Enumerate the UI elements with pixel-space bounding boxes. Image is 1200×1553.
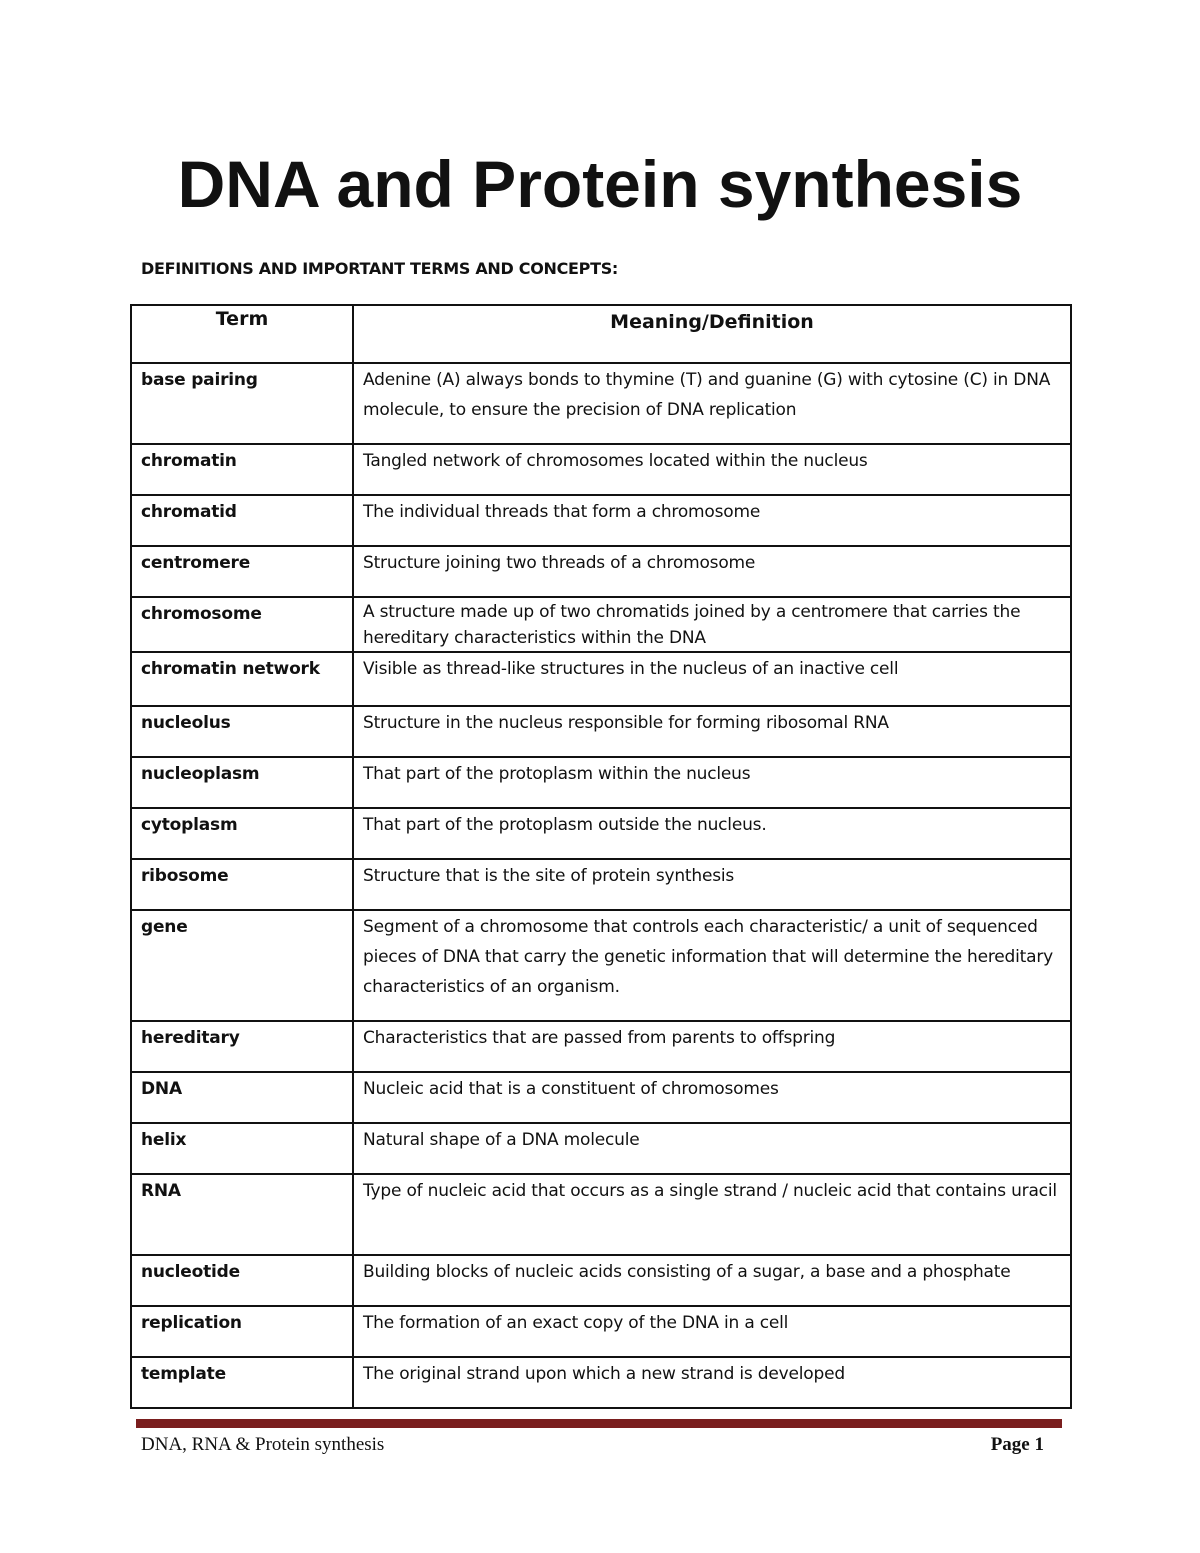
section-heading: DEFINITIONS AND IMPORTANT TERMS AND CONCEPTS: <box>141 259 619 278</box>
definition-cell: A structure made up of two chromatids joined by a centromere that carries the hereditary characteristics within the DNA <box>353 597 1071 652</box>
term-cell: nucleoplasm <box>131 757 353 808</box>
table-row <box>131 597 1071 652</box>
table-row <box>131 495 1071 546</box>
table-row <box>131 1123 1071 1174</box>
term-cell: chromosome <box>131 597 353 652</box>
table-row <box>131 546 1071 597</box>
table-header-row <box>131 305 1071 363</box>
definition-cell: Segment of a chromosome that controls each characteristic/ a unit of sequenced pieces of DNA that carry the genetic information that will determine the hereditary characteristics of an organism. <box>353 910 1071 1021</box>
definitions-table <box>130 304 1072 1409</box>
table-row <box>131 444 1071 495</box>
footer-document-title: DNA, RNA & Protein synthesis <box>141 1434 385 1455</box>
term-cell: chromatin <box>131 444 353 495</box>
definition-cell: Adenine (A) always bonds to thymine (T) and guanine (G) with cytosine (C) in DNA molecule, to ensure the precision of DNA replication <box>353 363 1071 444</box>
definition-cell: The individual threads that form a chromosome <box>353 495 1071 546</box>
table-row <box>131 1357 1071 1408</box>
table-row <box>131 706 1071 757</box>
table-row <box>131 808 1071 859</box>
footer-divider <box>136 1419 1062 1428</box>
definition-cell: That part of the protoplasm outside the nucleus. <box>353 808 1071 859</box>
term-cell: template <box>131 1357 353 1408</box>
footer-page-number: Page 1 <box>990 1434 1044 1455</box>
term-column-header: Term <box>131 305 353 363</box>
term-cell: replication <box>131 1306 353 1357</box>
table-row <box>131 1306 1071 1357</box>
table-row <box>131 757 1071 808</box>
table-row <box>131 363 1071 444</box>
definition-cell: Type of nucleic acid that occurs as a single strand / nucleic acid that contains uracil <box>353 1174 1071 1255</box>
table-row <box>131 1021 1071 1072</box>
definition-cell: Visible as thread-like structures in the nucleus of an inactive cell <box>353 652 1071 706</box>
term-cell: RNA <box>131 1174 353 1255</box>
term-cell: gene <box>131 910 353 1021</box>
term-cell: ribosome <box>131 859 353 910</box>
table-row <box>131 652 1071 706</box>
table-row <box>131 1255 1071 1306</box>
term-cell: nucleolus <box>131 706 353 757</box>
term-cell: hereditary <box>131 1021 353 1072</box>
term-cell: chromatid <box>131 495 353 546</box>
definition-cell: Natural shape of a DNA molecule <box>353 1123 1071 1174</box>
table-row <box>131 1072 1071 1123</box>
definition-cell: The formation of an exact copy of the DNA in a cell <box>353 1306 1071 1357</box>
term-cell: nucleotide <box>131 1255 353 1306</box>
table-row <box>131 859 1071 910</box>
term-cell: DNA <box>131 1072 353 1123</box>
definition-cell: That part of the protoplasm within the nucleus <box>353 757 1071 808</box>
table-row <box>131 910 1071 1021</box>
table-row <box>131 1174 1071 1255</box>
term-cell: base pairing <box>131 363 353 444</box>
definition-cell: Tangled network of chromosomes located within the nucleus <box>353 444 1071 495</box>
definition-cell: The original strand upon which a new strand is developed <box>353 1357 1071 1408</box>
definition-column-header: Meaning/Definition <box>353 305 1071 363</box>
definition-cell: Structure that is the site of protein synthesis <box>353 859 1071 910</box>
definition-cell: Structure joining two threads of a chromosome <box>353 546 1071 597</box>
term-cell: cytoplasm <box>131 808 353 859</box>
page-title: DNA and Protein synthesis <box>177 147 1023 221</box>
term-cell: centromere <box>131 546 353 597</box>
definition-cell: Nucleic acid that is a constituent of chromosomes <box>353 1072 1071 1123</box>
term-cell: chromatin network <box>131 652 353 706</box>
term-cell: helix <box>131 1123 353 1174</box>
definition-cell: Building blocks of nucleic acids consisting of a sugar, a base and a phosphate <box>353 1255 1071 1306</box>
definition-cell: Characteristics that are passed from parents to offspring <box>353 1021 1071 1072</box>
definition-cell: Structure in the nucleus responsible for forming ribosomal RNA <box>353 706 1071 757</box>
